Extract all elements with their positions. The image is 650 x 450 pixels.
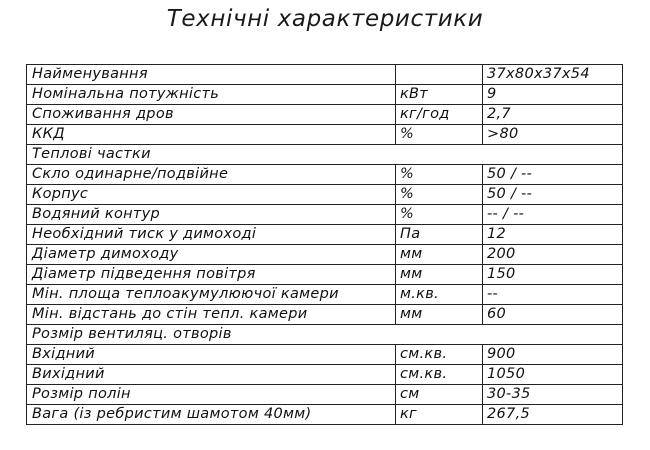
row-unit: мм [396,265,483,285]
row-name: Розмір полін [27,385,396,405]
row-name: Мін. відстань до стін тепл. камери [27,305,396,325]
table-row [27,305,623,325]
table-row [27,265,623,285]
table-row [27,85,623,105]
row-name: ККД [27,125,396,145]
row-name: Необхідний тиск у димоході [27,225,396,245]
table-row [27,205,623,225]
row-name: Діаметр підведення повітря [27,265,396,285]
row-name: Вихідний [27,365,396,385]
row-unit: % [396,165,483,185]
table-row [27,385,623,405]
row-unit: кг/год [396,105,483,125]
table-row [27,165,623,185]
row-name: Корпус [27,185,396,205]
row-value: 50 / -- [483,165,623,185]
table-row [27,185,623,205]
row-name: Номінальна потужність [27,85,396,105]
row-value: 9 [483,85,623,105]
row-unit: см.кв. [396,365,483,385]
row-name: Діаметр димоходу [27,245,396,265]
row-unit: % [396,185,483,205]
table-row [27,405,623,425]
row-value: 30-35 [483,385,623,405]
table-row [27,105,623,125]
page-title: Технічні характеристики [166,6,484,32]
row-unit: % [396,125,483,145]
row-value: 50 / -- [483,185,623,205]
table-row [27,225,623,245]
row-unit: кг [396,405,483,425]
specifications-table-body [27,65,623,425]
row-unit: мм [396,245,483,265]
row-value: -- [483,285,623,305]
section-heading: Теплові частки [27,145,396,165]
row-unit: см [396,385,483,405]
row-value: >80 [483,125,623,145]
table-section-row [27,325,623,345]
row-value: 1050 [483,365,623,385]
table-row [27,285,623,305]
row-value: 900 [483,345,623,365]
row-name: Вхідний [27,345,396,365]
row-value: -- / -- [483,205,623,225]
row-unit: % [396,205,483,225]
row-unit [396,325,483,345]
row-value: 60 [483,305,623,325]
table-row [27,365,623,385]
row-value: 12 [483,225,623,245]
row-name: Мін. площа теплоакумулюючої камери [27,285,396,305]
row-unit: см.кв. [396,345,483,365]
table-row [27,345,623,365]
section-heading: Розмір вентиляц. отворів [27,325,396,345]
row-name: Споживання дров [27,105,396,125]
row-name: Найменування [27,65,396,85]
row-value [483,325,623,345]
row-name: Вага (із ребристим шамотом 40мм) [27,405,396,425]
row-unit: м.кв. [396,285,483,305]
row-value [483,145,623,165]
row-name: Водяний контур [27,205,396,225]
table-row [27,245,623,265]
row-unit: Па [396,225,483,245]
row-value: 2,7 [483,105,623,125]
row-value: 267,5 [483,405,623,425]
row-name: Скло одинарне/подвійне [27,165,396,185]
table-row [27,125,623,145]
row-unit [396,145,483,165]
row-value: 200 [483,245,623,265]
specifications-table [26,64,623,425]
row-value: 37x80x37x54 [483,65,623,85]
row-unit [396,65,483,85]
table-section-row [27,145,623,165]
table-row [27,65,623,85]
row-value: 150 [483,265,623,285]
row-unit: кВт [396,85,483,105]
row-unit: мм [396,305,483,325]
